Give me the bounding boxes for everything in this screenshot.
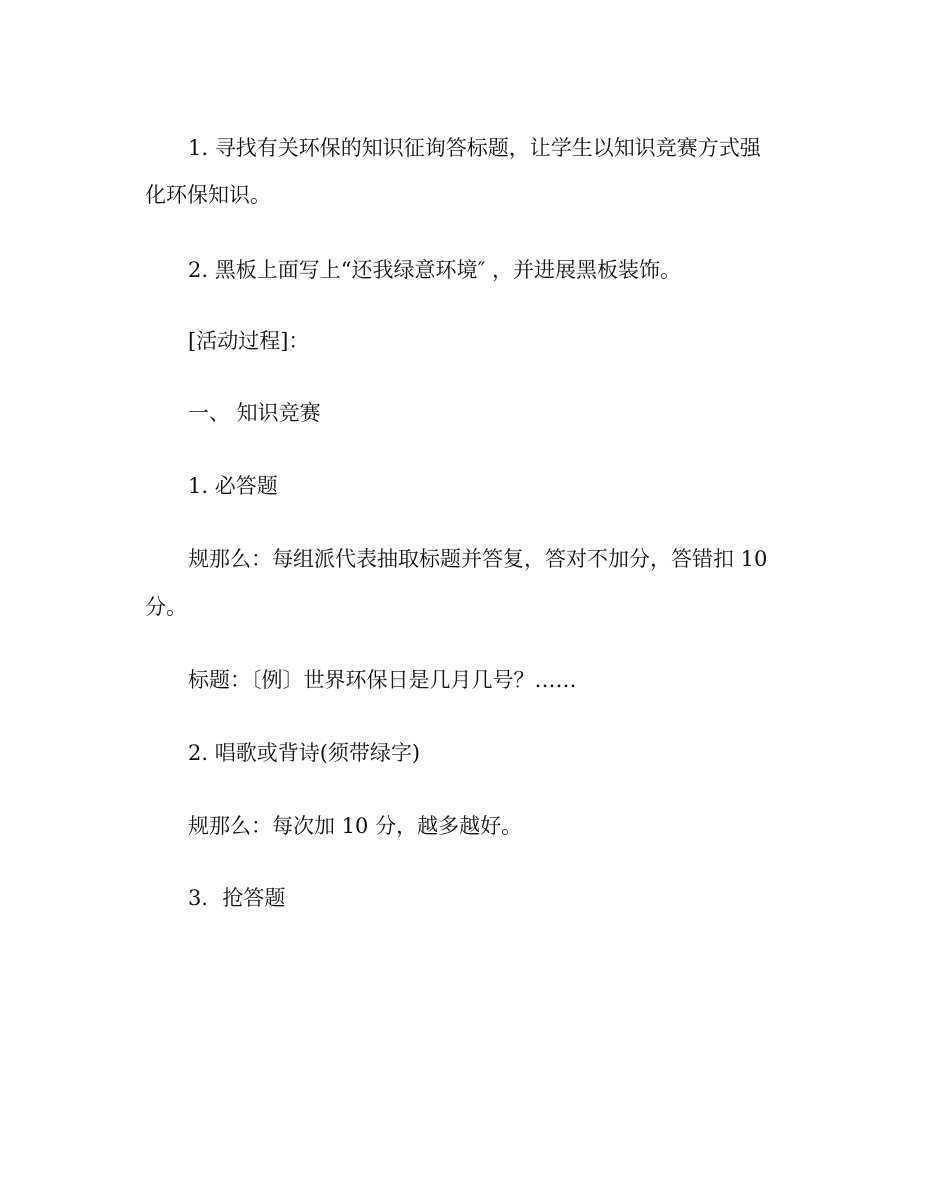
paragraph-2: 2. 黑板上面写上“还我绿意环境″ ，并进展黑板装饰。: [188, 258, 681, 282]
paragraph-1-line-1: 1. 寻找有关环保的知识征询答标题，让学生以知识竞赛方式强: [188, 136, 761, 160]
rule-paragraph-1-line-2: 分。: [145, 595, 187, 619]
subsection-heading-knowledge-contest: 一、 知识竞赛: [188, 401, 321, 425]
rule-paragraph-1-line-1: 规那么：每组派代表抽取标题并答复，答对不加分，答错扣 10: [188, 547, 768, 571]
example-question-paragraph: 标题：〔例〕世界环保日是几月几号？……: [188, 668, 577, 692]
item-heading-required-questions: 1. 必答题: [188, 474, 278, 498]
item-heading-quick-answer: 3．抢答题: [188, 886, 286, 910]
item-heading-singing-or-poetry: 2. 唱歌或背诗(须带绿字): [188, 741, 421, 765]
paragraph-1-line-2: 化环保知识。: [145, 183, 271, 207]
rule-paragraph-2: 规那么：每次加 10 分，越多越好。: [188, 814, 523, 838]
section-heading-activity-process: [活动过程]：: [188, 329, 310, 353]
